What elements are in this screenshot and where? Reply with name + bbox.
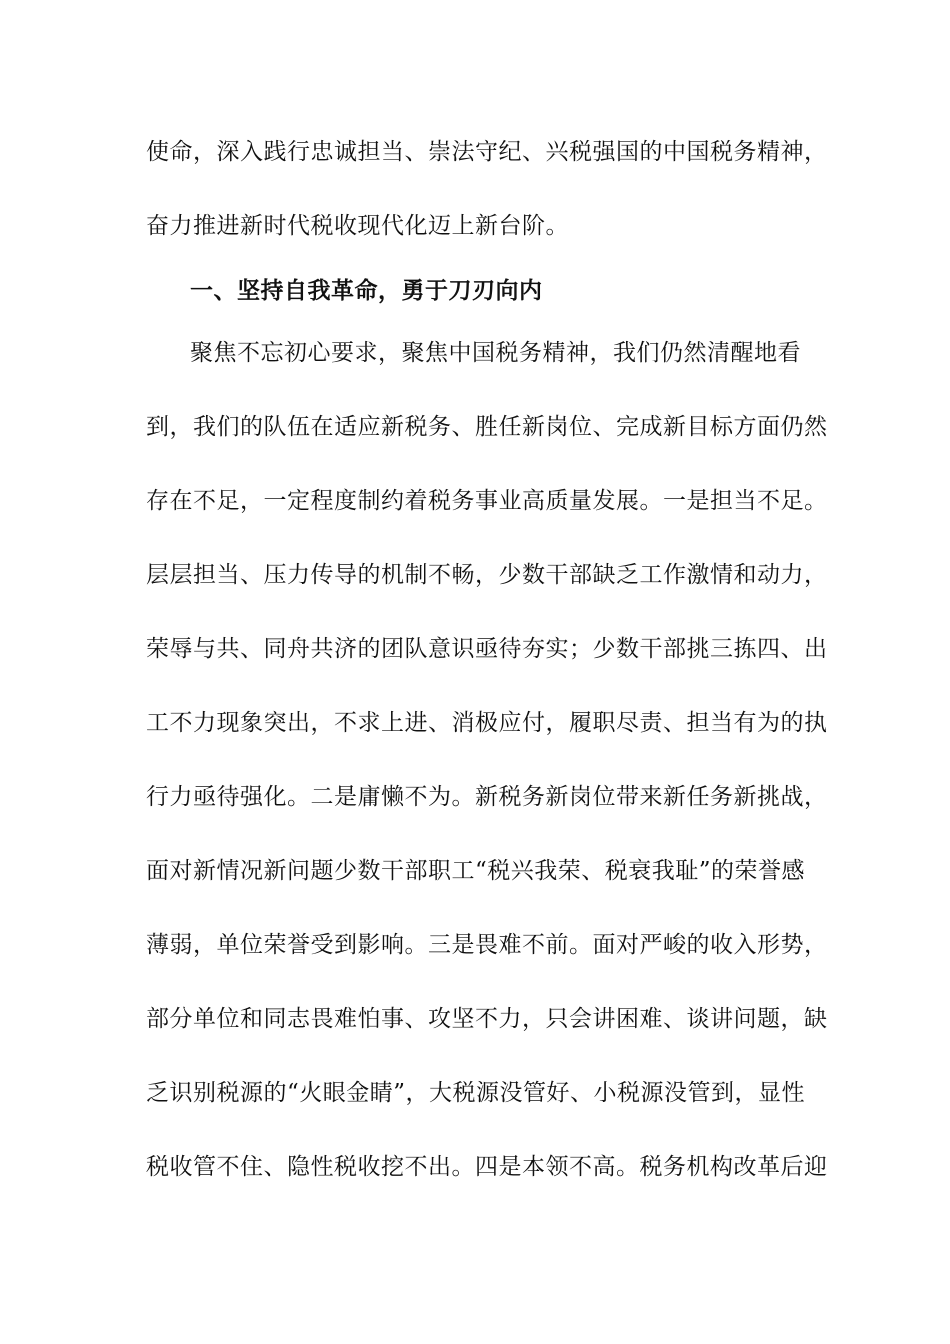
body-text-line: 到，我们的队伍在适应新税务、胜任新岗位、完成新目标方面仍然	[146, 414, 828, 440]
body-text-line: 薄弱，单位荣誉受到影响。三是畏难不前。面对严峻的收入形势，	[146, 932, 828, 958]
body-text-line: 荣辱与共、同舟共济的团队意识亟待夯实；少数干部挑三拣四、出	[146, 636, 828, 662]
body-text-line: 行力亟待强化。二是庸懒不为。新税务新岗位带来新任务新挑战，	[146, 784, 828, 810]
section-heading: 一、坚持自我革命，勇于刀刃向内	[190, 277, 543, 304]
body-text-line: 存在不足，一定程度制约着税务事业高质量发展。一是担当不足。	[146, 488, 828, 514]
body-text-line: 层层担当、压力传导的机制不畅，少数干部缺乏工作激情和动力，	[146, 562, 828, 588]
paragraph-first-line: 聚焦不忘初心要求，聚焦中国税务精神，我们仍然清醒地看	[190, 340, 801, 366]
body-text-line: 奋力推进新时代税收现代化迈上新台阶。	[146, 213, 569, 239]
body-text-line: 面对新情况新问题少数干部职工“税兴我荣、税衰我耻”的荣誉感	[146, 858, 806, 884]
body-text-line: 工不力现象突出，不求上进、消极应付，履职尽责、担当有为的执	[146, 710, 828, 736]
body-text-line: 部分单位和同志畏难怕事、攻坚不力，只会讲困难、谈讲问题，缺	[146, 1006, 828, 1032]
body-text-line: 税收管不住、隐性税收挖不出。四是本领不高。税务机构改革后迎	[146, 1154, 828, 1180]
body-text-line: 乏识别税源的“火眼金睛”，大税源没管好、小税源没管到，显性	[146, 1080, 806, 1106]
body-text-line: 使命，深入践行忠诚担当、崇法守纪、兴税强国的中国税务精神，	[146, 139, 828, 165]
